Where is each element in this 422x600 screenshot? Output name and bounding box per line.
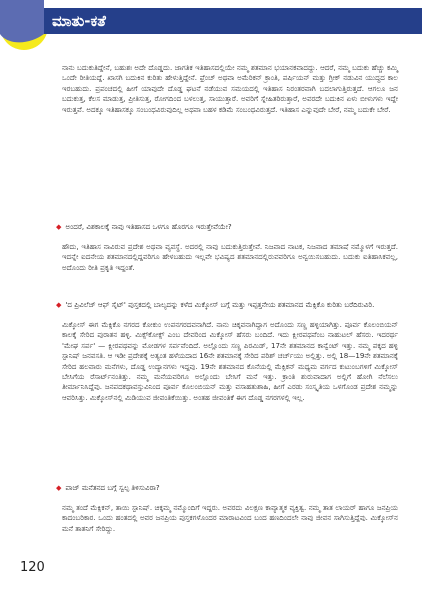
question-3-text: ಪಾಜ್ ಮನೆತನದ ಬಗ್ಗೆ ಸ್ವಲ್ಪ ತಿಳಿಸುವಿರಾ?	[65, 483, 160, 492]
question-2-text: 'ದ ಪ್ರಿವಿಲೆಜ್ ಆಫ್ ಸೈಟ್' ಪುಸ್ತಕದಲ್ಲಿ ಬಾಲ್ಯದನ್ನು ಕಳೆದ ಮಿಕ್ಕೋಸ್ ಬಗ್ಗೆ ಮತ್ತು ಇಪ್ಪತ್ತನೇಯ ಶತಮಾನದ ಮೆಕ್ಸಿಕೊ ಕುರಿತು ಬರೆದಿರುವಿರಿ.	[65, 300, 375, 309]
blue-curve-decoration	[0, 0, 44, 42]
paragraph-2: ಹೌದು, ಇತಿಹಾಸ ನಾವಿರುವ ಪ್ರದೇಶ ಅಥವಾ ವ್ಯವಸ್ಥೆ. ಅದರಲ್ಲಿ ನಾವು ಬದುಕುತ್ತಿರುತ್ತೇವೆ. ನಿಜವಾದ ನಾಟಕ, ನಿಜವಾದ ತಮಾಷೆ ನಮ್ಮೊಳಗೆ ಇರುತ್ತದೆ. ಇದನ್ನೇ ಐದನೇಯ ಶತಮಾನದಲ್ಲಿದ್ದವರಿಗೂ ಹೇಳಬಹುದು ಇಲ್ಲವೇ ಭವಿಷ್ಯದ ಶತಮಾನದಲ್ಲಿರುವವರಿಗೂ ಅನ್ವಯಿಸಬಹುದು. ಬದುಕು ಐತಿಹಾಸಿಕವಲ್ಲ, ಅದೊಂದು ರೀತಿ ಪ್ರಕೃತಿ ಇದ್ದಂತೆ.	[62, 242, 398, 272]
question-3	[56, 483, 400, 493]
question-1	[56, 222, 400, 232]
paragraph-1: ನಾನು ಬದುಕುತಿದ್ದೇನೆ, ಬಹುಶಃ ಅದೇ ದೊಡ್ಡದು. ಜಾಗತಿಕ ಇತಿಹಾಸದಲ್ಲಿಯೇ ನಮ್ಮ ಶತಮಾನ ಭಯಾನಕವಾದದ್ದು. ಆದರೆ, ನಮ್ಮ ಬದುಕು ಹೆಚ್ಚು ಕಮ್ಮಿ ಒಂದೇ ರೀತಿಯದ್ದೆ. ಖಾಸಗಿ ಬದುಕಿನ ಕುರಿತು ಹೇಳುತ್ತಿದ್ದೇನೆ. ಫ್ರೆಂಚ್ ಅಥವಾ ಅಮೆರಿಕನ್ ಕ್ರಾಂತಿ, ಪರ್ಷಿಯನ್ ಮತ್ತು ಗ್ರೀಕ್ ನಡುವಿನ ಯುದ್ಧದ ಕಾಲ ಇರಬಹುದು. ಪ್ರಪಂಚದಲ್ಲಿ ಹೀಗೆ ಯಾವುದೇ ದೊಡ್ಡ ಘಟನೆ ನಡೆಯುವ ಸಮಯದಲ್ಲಿ ಇತಿಹಾಸ ನಿರಂತರವಾಗಿ ಬದಲಾಗುತ್ತಿರುತ್ತದೆ. ಆಗಲೂ ಜನ ಬದುಕುತ್ತ, ಕೆಲಸ ಮಾಡುತ್ತ, ಪ್ರೀತಿಸುತ್ತ, ರೋಗದಿಂದ ಬಳಲುತ್ತ, ಸಾಯುತ್ತಾರೆ. ಅವರಿಗೆ ಸ್ನೇಹಿತರಿರುತ್ತಾರೆ, ಅವರದೇ ಬದುಕಿನ ಏಳು ಬೀಳುಗಳು ಇದ್ದೇ ಇರುತ್ತವೆ. ಅದಕ್ಕೂ ಇತಿಹಾಸಕ್ಕೂ ಸಂಬಂಧವಿರುವುದಿಲ್ಲ ಅಥವಾ ಬಹಳ ಕಡಿಮೆ ಸಂಬಂಧವಿರುತ್ತದೆ. ಇತಿಹಾಸ ಎನ್ನುವುದೇ ಬೇರೆ, ನಮ್ಮ ಬದುಕೇ ಬೇರೆ.	[62, 63, 398, 114]
diamond-bullet-icon: ◆	[56, 483, 62, 492]
diamond-bullet-icon: ◆	[56, 222, 62, 231]
question-2	[56, 300, 400, 310]
question-1-text: ಅಂದರೆ, ವಿಶಕಾಲಕ್ಕೆ ನಾವು ಇತಿಹಾಸದ ಒಳಗೂ ಹೊರಗೂ ಇರುತ್ತೇವೆಯೇ?	[65, 222, 232, 231]
page-number: 120	[20, 560, 45, 575]
section-title: ಮಾತು-ಕತೆ	[52, 12, 106, 30]
diamond-bullet-icon: ◆	[56, 300, 62, 309]
paragraph-3: ಮಿಕ್ಕೋಸ್ ಈಗ ಮೆಕ್ಸಿಕೊ ನಗರದ ಕೋಕುಂ ಉಪನಗರದವನಾಗಿದೆ. ನಾನು ಚಿಕ್ಕವನಾಗಿದ್ದಾಗ ಅದೊಂದು ಸಣ್ಣ ಹಳ್ಳಿಯಾಗಿತ್ತು. ಪೂರ್ವ ಕೊಲಂಬಿಯನ್ ಕಾಲಕ್ಕೆ ಸೇರಿದ ಪುರಾತನ ಹಳ್ಳಿ. ಮಿಕ್ಸ್‌ಕೋಕ್ಸ್ ಎಂಬ ದೇವರಿಂದ ಮಿಕ್ಕೋಸ್ ಹೆಸರು ಬಂದಿದೆ. ಇದು ಕ್ಷೀರಪಥವೆಂಬ ನಾಹುಟಲ್ ಹೆಸರು. ಇದರರ್ಥ 'ಮೇಘ ಸರ್ಪ' — ಕ್ಷೀರಪಥವನ್ನು ಮೋಡಗಳ ಸರ್ಪವೆಂದಿದೆ. ಅಲ್ಲೊಂದು ಸಣ್ಣ ಪಿರಮಿಡ್, 17ನೇ ಶತಮಾನದ ಕಾನ್ವೆಂಟ್ ಇತ್ತು. ನಮ್ಮ ಪಕ್ಕದ ಹಳ್ಳಿ ಸ್ಪಾನಿಷ್ ಜನವಸತಿ. ಆ ಇಡೀ ಪ್ರದೇಶಕ್ಕೆ ಅತ್ಯಂತ ಹಳೆಯದಾದ 16ನೇ ಶತಮಾನಕ್ಕೆ ಸೇರಿದ ಪರಿಶ್ ಚರ್ಚ್‌ಯು ಅಲ್ಲಿತ್ತು. ಅಲ್ಲಿ 18—19ನೇ ಶತಮಾನಕ್ಕೆ ಸೇರಿದ ಹಲವಾರು ಮನೆಗಳು, ದೊಡ್ಡ ಉದ್ಯಾನಗಳು ಇದ್ದವು. 19ನೇ ಶತಮಾನದ ಕೊನೆಯಲ್ಲಿ ಮೆಕ್ಸಿಕನ್ ಮಧ್ಯಮ ವರ್ಗದ ಕುಟುಂಬಗಳಿಗೆ ಮಿಕ್ಕೋಸ್ ಬೇಸಿಗೆಯ ರೆಸಾರ್ಟ್‌ನಂತಿತ್ತು. ನಮ್ಮ ಮನೆಯವರಿಗೂ ಅಲ್ಲೊಂದು ಬೇಸಿಗೆ ಮನೆ ಇತ್ತು. ಕ್ರಾಂತಿ ಶುರುವಾದಾಗ ಅಲ್ಲಿಗೆ ಹೋಗಿ ನೆಲೆಸಲು ತೀರ್ಮಾನಿಸಿದ್ದೆವು. ಜನಪದಕಥಾವಸ್ತುವಿನಿಂದ ಪೂರ್ವ ಕೊಲಂಬಿಯನ್ ಮತ್ತು ವಸಾಹತುಶಾಹಿ, ಹೀಗೆ ಎರಡು ಸಂಸ್ಕೃತಿಯ ಒಳಗೊಂಡ ಪ್ರದೇಶ ನಮ್ಮನ್ನು ಆವರಿಸಿತ್ತು. ಮಿಕ್ಕೋಸ್‌ನಲ್ಲಿ ಮಿಡಿಯುವ ಜೀವಂತಿಕೆಯಿತ್ತು. ಅಂತಹ ಜೀವಂತಿಕೆ ಈಗ ದೊಡ್ಡ ನಗರಗಳಲ್ಲಿ ಇಲ್ಲ.	[62, 320, 398, 402]
paragraph-4: ನಮ್ಮ ತಂದೆ ಮೆಕ್ಸಿಕನ್, ತಾಯಿ ಸ್ಪಾನಿಷ್. ಚಿಕ್ಕಮ್ಮ ನಮ್ಮೊಂದಿಗೆ ಇದ್ದರು. ಅವರದು ವಿಲಕ್ಷಣ ಕಾವ್ಯಾತ್ಮಕ ವ್ಯಕ್ತಿತ್ವ. ನಮ್ಮ ತಾತ ಲಾಯರ್ ಹಾಗೂ ಜನಪ್ರಿಯ ಕಾದಂಬರಿಕಾರ. ಒಂದು ಹಂತದಲ್ಲಿ ಅವರ ಜನಪ್ರಿಯ ಪುಸ್ತಕಗಳೊಂದರ ಮಾರಾಟವಿಂದ ಬಂದ ಹಣದಿಂದಲೇ ನಾವು ಜೀವನ ಸಾಗಿಸುತ್ತಿದ್ದೆವು. ಮಿಕ್ಕೋಸ್‌ನ ಮನೆ ತಾತನಿಗೆ ಸೇರಿದ್ದು.	[62, 503, 398, 533]
